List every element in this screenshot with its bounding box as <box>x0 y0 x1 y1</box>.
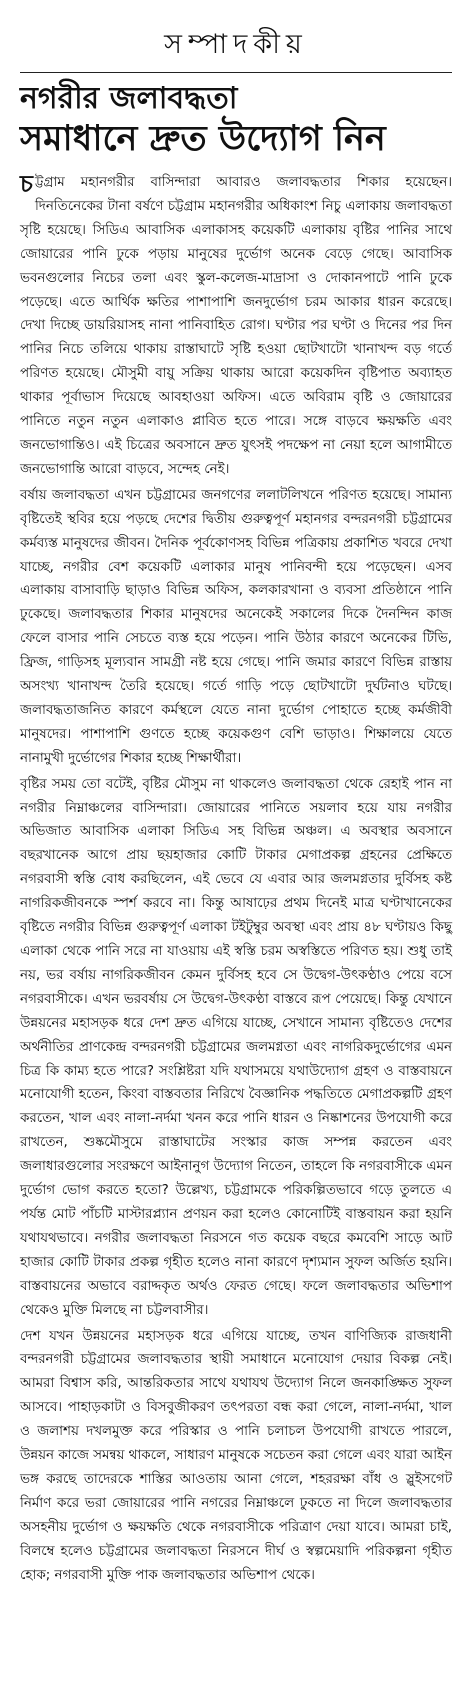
paragraph-4 <box>20 1325 452 1588</box>
headline-line-1: নগরীর জলাবদ্ধতা <box>20 81 238 116</box>
paragraph-3 <box>20 773 452 1323</box>
paragraph-text: বৃষ্টির সময় তো বটেই, বৃষ্টির মৌসুম না থাকলেও জলাবদ্ধতা থেকে রেহাই পান না নগরীর নিম্নাঞ্চলের বাসিন্দারা। জোয়ারের পানিতে সয়লাব হয়ে যায় নগরীর অভিজাত আবাসিক এলাকা সিডিএ সহ বিভিন্ন অঞ্চল। এ অবস্থার অবসানে বছরখানেক আগে প্রায় ছয়হাজার কোটি টাকার মেগাপ্রকল্প গ্রহনের প্রেক্ষিতে নগরবাসী স্বস্তি বোধ করছিলেন, এই ভেবে যে এবার আর জলমগ্নতার দুর্বিসহ কষ্ট নাগরিকজীবনকে স্পর্শ করবে না। কিন্তু আষাঢ়ের প্রথম দিনেই মাত্র ঘণ্টাখানেকের বৃষ্টিতে নগরীর বিভিন্ন গুরুত্বপূর্ণ এলাকা টইটুম্বুর অবস্থা এবং প্রায় ৪৮ ঘণ্টায়ও কিছু এলাকা থেকে পানি সরে না যাওয়ায় এই স্বস্তি চরম অস্বস্তিতে পরিণত হয়। শুধু তাই নয়, ভর বর্ষায় নাগরিকজীবন কেমন দুর্বিসহ হবে সে উদ্বেগ-উৎকণ্ঠাও পেয়ে বসে নগরবাসীকে। এখন ভরবর্ষায় সে উদ্বেগ-উৎকণ্ঠা বাস্তবে রূপ পেয়েছে। কিন্তু যেখানে উন্নয়নের মহাসড়ক ধরে দেশ দ্রুত এগিয়ে যাচ্ছে, সেখানে সামান্য বৃষ্টিতেও দেশের অর্থনীতির প্রাণকেন্দ্র বন্দরনগরী চট্টগ্রামের জলমগ্নতা এবং নাগরিকদুর্ভোগের এমন চিত্র কি কাম্য হতে পারে? সংশ্লিষ্টরা যদি যথাসময়ে যথাউদ্যোগ গ্রহণ ও বাস্তবায়নে মনোযোগী হতেন, কিংবা বাস্তবতার নিরিখে বৈজ্ঞানিক পদ্ধতিতে মেগাপ্রকল্পটি গ্রহণ করতেন, খাল এবং নালা-নর্দমা খনন করে পানি ধারন ও নিষ্কাশনের উপযোগী করে রাখতেন, শুষ্কমৌসুমে রাস্তাঘাটের সংস্কার কাজ সম্পন্ন করতেন এবং জলাধারগুলোর সংরক্ষণে আইনানুগ উদ্যোগ নিতেন, তাহলে কি নগরবাসীকে এমন দুর্ভোগ ভোগ করতে হতো? উল্লেখ্য, চট্টগ্রামকে পরিকল্পিতভাবে গড়ে তুলতে এ পর্যন্ত মোট পাঁচটি মাস্টারপ্ল্যান প্রণয়ন করা হলেও কোনোটিই বাস্তবায়ন করা হয়নি যথাযথভাবে। নগরীর জলাবদ্ধতা নিরসনে গত কয়েক বছরে কমবেশি সাড়ে আট হাজার কোটি টাকার প্রকল্প গৃহীত হলেও নানা কারণে দৃশ্যমান সুফল অর্জিত হয়নি। বাস্তবায়নের অভাবে বরাদ্দকৃত অর্থও ফেরত গেছে। ফলে জলাবদ্ধতার অভিশাপ থেকেও মুক্তি মিলছে না চট্টলবাসীর। <box>20 776 452 1318</box>
paragraph-1 <box>20 171 452 482</box>
drop-cap: চ <box>20 170 33 198</box>
paragraph-2 <box>20 484 452 771</box>
article-body <box>20 171 452 1587</box>
divider <box>20 72 452 73</box>
section-label: সম্পাদকীয় <box>164 29 308 60</box>
paragraph-text: দেশ যখন উন্নয়নের মহাসড়ক ধরে এগিয়ে যাচ্ছে, তখন বাণিজ্যিক রাজধানী বন্দরনগরী চট্টগ্রামের জলাবদ্ধতার স্থায়ী সমাধানে মনোযোগ দেয়ার বিকল্প নেই। আমরা বিশ্বাস করি, আন্তরিকতার সাথে যথাযথ উদ্যোগ নিলে জনকাঙ্ক্ষিত সুফল আসবে। পাহাড়কাটা ও বিসবুজীকরণ তৎপরতা বন্ধ করা গেলে, নালা-নর্দমা, খাল ও জলাশয় দখলমুক্ত করে পরিস্কার ও পানি চলাচল উপযোগী রাখতে পারলে, উন্নয়ন কাজে সমন্বয় থাকলে, সাধারণ মানুষকে সচেতন করা গেলে এবং যারা আইন ভঙ্গ করছে তাদেরকে শাস্তির আওতায় আনা গেলে, শহররক্ষা বাঁধ ও স্লুইসগেট নির্মাণ করে ভরা জোয়ারের পানি নগরের নিম্নাঞ্চলে ঢুকতে না দিলে জলাবদ্ধতার অসহনীয় দুর্ভোগ ও ক্ষয়ক্ষতি থেকে নগরবাসীকে পরিত্রাণ দেয়া যাবে। আমরা চাই, বিলম্বে হলেও চট্টগ্রামের জলাবদ্ধতা নিরসনে দীর্ঘ ও স্বল্পমেয়াদি পরিকল্পনা গৃহীত হোক; নগরবাসী মুক্তি পাক জলাবদ্ধতার অভিশাপ থেকে। <box>20 1328 452 1583</box>
paragraph-text: বর্ষায় জলাবদ্ধতা এখন চট্টগ্রামের জনগণের ললাটলিখনে পরিণত হয়েছে। সামান্য বৃষ্টিতেই স্থবির হয়ে পড়ছে দেশের দ্বিতীয় গুরুত্বপূর্ণ মহানগর বন্দরনগরী চট্টগ্রামের কর্মব্যস্ত মানুষদের জীবন। দৈনিক পূর্বকোণসহ বিভিন্ন পত্রিকায় প্রকাশিত খবরে দেখা যাচ্ছে, নগরীর বেশ কয়েকটি এলাকার মানুষ পানিবন্দী হয়ে পড়েছেন। এসব এলাকায় বাসাবাড়ি ছাড়াও বিভিন্ন অফিস, কলকারখানা ও ব্যবসা প্রতিষ্ঠানে পানি ঢুকেছে। জলাবদ্ধতার শিকার মানুষদের অনেকেই সকালের দিকে দৈনন্দিন কাজ ফেলে বাসার পানি সেচতে ব্যস্ত হয়ে পড়েন। পানি উঠার কারণে অনেকের টিভি, ফ্রিজ, গাড়িসহ মূল্যবান সামগ্রী নষ্ট হয়ে গেছে। পানি জমার কারণে বিভিন্ন রাস্তায় অসংখ্য খানাখন্দ তৈরি হয়েছে। গর্তে গাড়ি পড়ে ছোটখাটো দুর্ঘটনাও ঘটছে। জলাবদ্ধতাজনিত কারণে কর্মস্থলে যেতে নানা দুর্ভোগ পোহাতে হচ্ছে কর্মজীবী মানুষদের। পাশাপাশি গুণতে হচ্ছে কয়েকগুণ বেশি ভাড়াও। শিক্ষালয়ে যেতে নানামুখী দুর্ভোগের শিকার হচ্ছে শিক্ষার্থীরা। <box>20 487 452 766</box>
paragraph-text: ট্টগ্রাম মহানগরীর বাসিন্দারা আবারও জলাবদ্ধতার শিকার হয়েছেন। দিনতিনেকের টানা বর্ষণে চট্টগ্রাম মহানগরীর অধিকাংশ নিচু এলাকায় জলাবদ্ধতা সৃষ্টি হয়েছে। সিডিএ আবাসিক এলাকাসহ কয়েকটি এলাকায় বৃষ্টির পানির সাথে জোয়ারের পানি ঢুকে পড়ায় মানুষের দুর্ভোগ অনেক বেড়ে গেছে। আবাসিক ভবনগুলোর নিচের তলা এবং স্কুল-কলেজ-মাদ্রাসা ও দোকানপাটে পানি ঢুকে পড়েছে। এতে আর্থিক ক্ষতির পাশাপাশি জনদুর্ভোগ চরম আকার ধারন করেছে। দেখা দিচ্ছে ডায়রিয়াসহ নানা পানিবাহিত রোগ। ঘণ্টার পর ঘণ্টা ও দিনের পর দিন পানির নিচে তলিয়ে থাকায় রাস্তাঘাটে সৃষ্টি হওয়া ছোটখাটো খানাখন্দ বড় গর্তে পরিণত হয়েছে। মৌসুমী বায়ু সক্রিয় থাকায় আরো কয়েকদিন বৃষ্টিপাত অব্যাহত থাকার পূর্বাভাস দিয়েছে আবহাওয়া অফিস। এতে অবিরাম বৃষ্টি ও জোয়ারের পানিতে নতুন নতুন এলাকাও প্লাবিত হতে পারে। সঙ্গে বাড়বে ক্ষয়ক্ষতি এবং জনভোগান্তিও। এই চিত্রের অবসানে দ্রুত যুৎসই পদক্ষেপ না নেয়া হলে আগামীতে জনভোগান্তি আরো বাড়বে, সন্দেহ নেই। <box>20 175 452 477</box>
headline-line-2: সমাধানে দ্রুত উদ্যোগ নিন <box>20 119 386 159</box>
